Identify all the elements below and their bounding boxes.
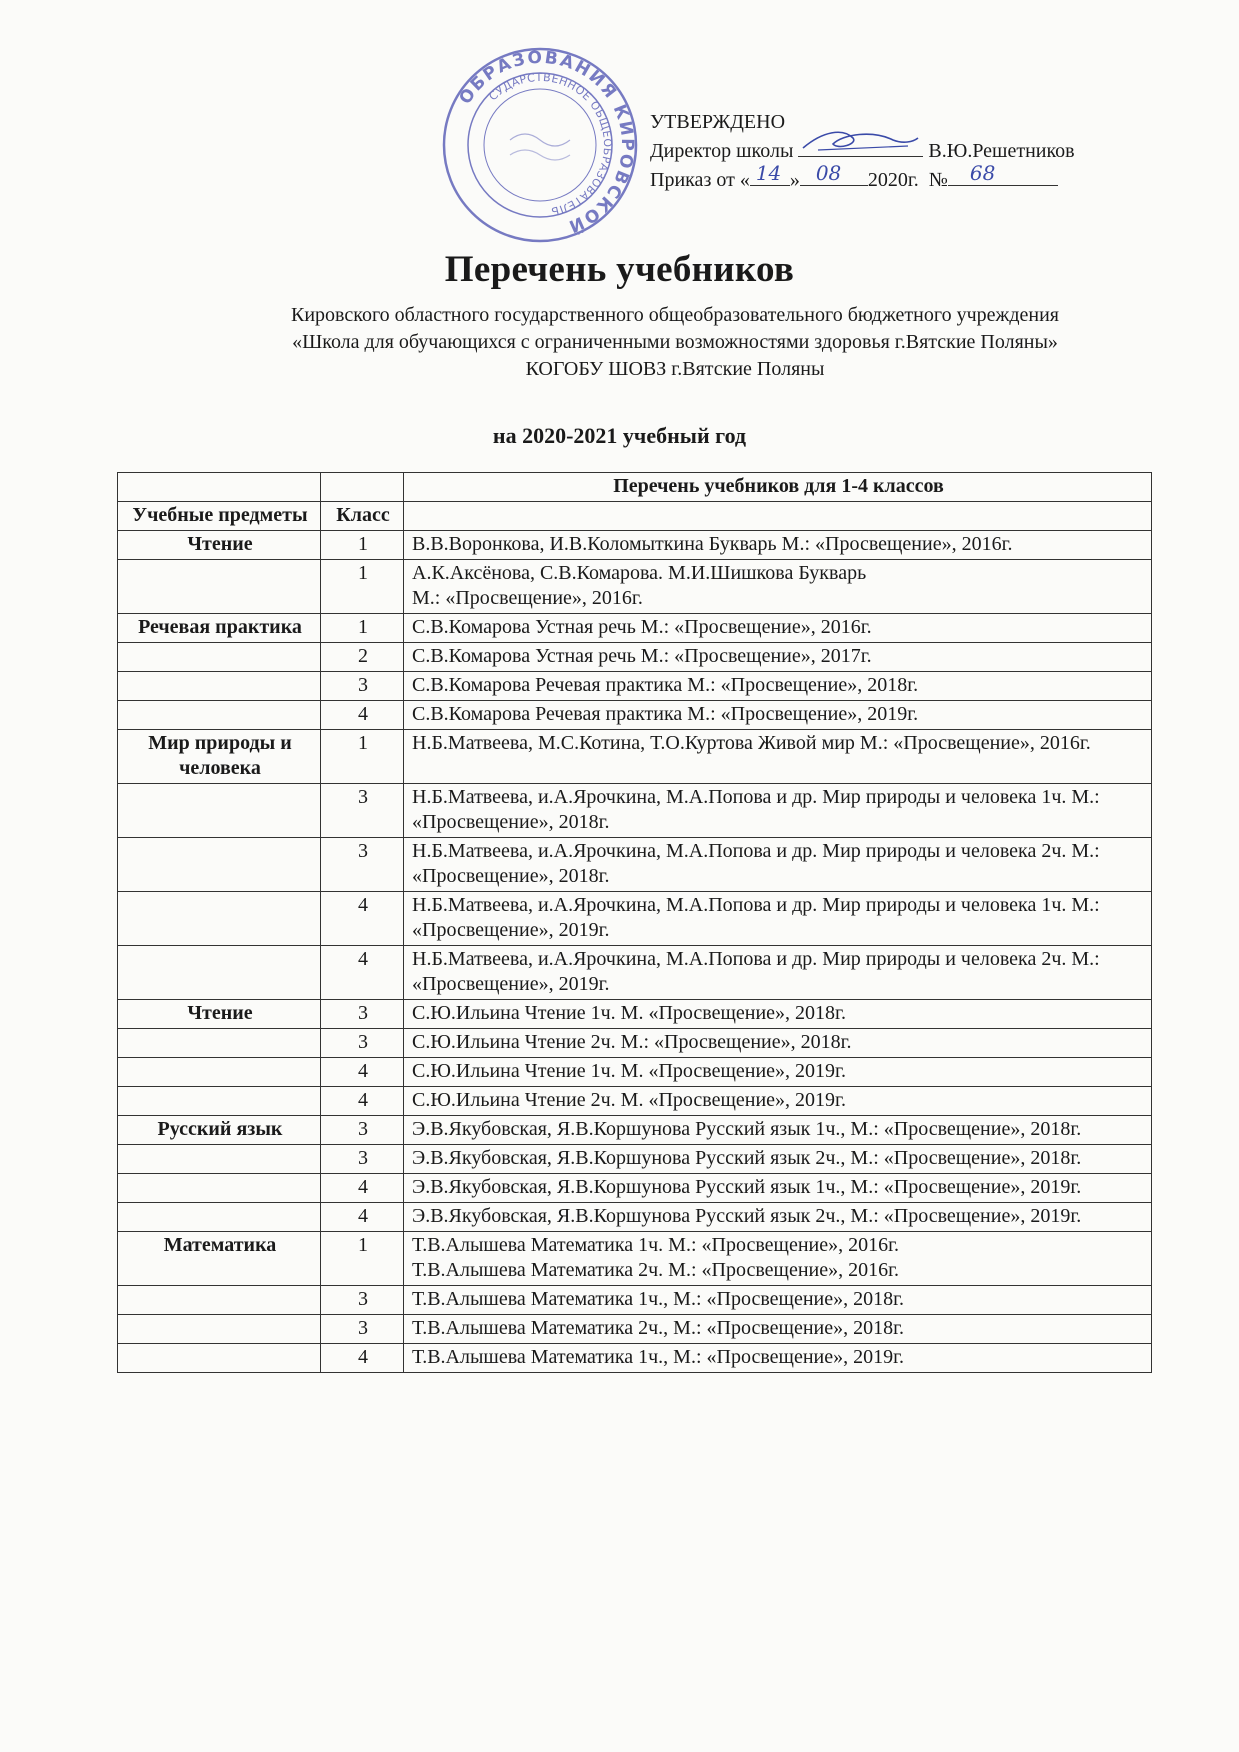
table-row bbox=[118, 1029, 1152, 1058]
subject-cell: Чтение bbox=[118, 1000, 321, 1029]
order-day: 14 bbox=[755, 161, 782, 185]
table-row bbox=[118, 784, 1152, 838]
grade-cell: 4 bbox=[321, 1203, 404, 1232]
subtitle-line-3: КОГОБУ ШОВЗ г.Вятские Поляны bbox=[525, 358, 825, 380]
book-cell: С.В.Комарова Речевая практика М.: «Просвещение», 2018г. bbox=[404, 672, 1152, 701]
academic-year: на 2020-2021 учебный год bbox=[492, 423, 747, 448]
book-cell: С.Ю.Ильина Чтение 2ч. М.: «Просвещение», 2018г. bbox=[404, 1029, 1152, 1058]
subject-cell: Мир природы и человека bbox=[118, 730, 321, 784]
subtitle-line-1: Кировского областного государственного общеобразовательного бюджетного учреждения bbox=[291, 304, 1059, 326]
table-row bbox=[118, 1058, 1152, 1087]
book-cell: Т.В.Алышева Математика 1ч. М.: «Просвещение», 2016г. Т.В.Алышева Математика 2ч. М.: «Просвещение», 2016г. bbox=[404, 1232, 1152, 1286]
grade-cell: 2 bbox=[321, 643, 404, 672]
approval-block bbox=[650, 108, 1210, 194]
table-row bbox=[118, 531, 1152, 560]
grade-cell: 4 bbox=[321, 1174, 404, 1203]
grade-cell: 1 bbox=[321, 560, 404, 614]
subject-cell: Русский язык bbox=[118, 1116, 321, 1145]
subject-cell bbox=[118, 560, 321, 614]
institution-name bbox=[180, 302, 1170, 383]
subject-cell bbox=[118, 784, 321, 838]
table-row bbox=[118, 614, 1152, 643]
grade-cell: 3 bbox=[321, 1286, 404, 1315]
page-title: Перечень учебников bbox=[444, 249, 795, 290]
order-month-line bbox=[800, 161, 868, 186]
table-row bbox=[118, 1087, 1152, 1116]
book-cell: Т.В.Алышева Математика 2ч., М.: «Просвещение», 2018г. bbox=[404, 1315, 1152, 1344]
table-row bbox=[118, 1286, 1152, 1315]
grade-cell: 3 bbox=[321, 838, 404, 892]
subject-cell bbox=[118, 1058, 321, 1087]
director-name: В.Ю.Решетников bbox=[928, 140, 1075, 162]
book-cell: А.К.Аксёнова, С.В.Комарова. М.И.Шишкова Букварь М.: «Просвещение», 2016г. bbox=[404, 560, 1152, 614]
textbook-table bbox=[117, 472, 1152, 1373]
order-no-label: № bbox=[928, 169, 948, 191]
table-row bbox=[118, 1232, 1152, 1286]
subject-cell bbox=[118, 643, 321, 672]
grade-cell: 4 bbox=[321, 892, 404, 946]
book-cell: С.Ю.Ильина Чтение 2ч. М. «Просвещение», 2019г. bbox=[404, 1087, 1152, 1116]
book-cell: С.Ю.Ильина Чтение 1ч. М. «Просвещение», 2018г. bbox=[404, 1000, 1152, 1029]
book-cell: Э.В.Якубовская, Я.В.Коршунова Русский язык 2ч., М.: «Просвещение», 2018г. bbox=[404, 1145, 1152, 1174]
col-book-header bbox=[404, 502, 1152, 531]
book-cell: С.Ю.Ильина Чтение 1ч. М. «Просвещение», 2019г. bbox=[404, 1058, 1152, 1087]
director-label: Директор школы bbox=[650, 140, 794, 162]
order-year: 2020г. bbox=[867, 169, 919, 191]
table-row bbox=[118, 560, 1152, 614]
table-row bbox=[118, 643, 1152, 672]
col-grade-header: Класс bbox=[321, 502, 404, 531]
subject-cell bbox=[118, 1087, 321, 1116]
table-header-row bbox=[118, 502, 1152, 531]
subject-cell: Математика bbox=[118, 1232, 321, 1286]
table-row bbox=[118, 1000, 1152, 1029]
grade-cell: 1 bbox=[321, 614, 404, 643]
book-cell: С.В.Комарова Устная речь М.: «Просвещение», 2017г. bbox=[404, 643, 1152, 672]
subject-cell bbox=[118, 838, 321, 892]
book-cell: Н.Б.Матвеева, и.А.Ярочкина, М.А.Попова и др. Мир природы и человека 1ч. М.: «Просвещение», 2018г. bbox=[404, 784, 1152, 838]
book-cell: Э.В.Якубовская, Я.В.Коршунова Русский язык 1ч., М.: «Просвещение», 2018г. bbox=[404, 1116, 1152, 1145]
order-mid: » bbox=[789, 169, 800, 191]
subject-cell bbox=[118, 892, 321, 946]
subtitle-line-2: «Школа для обучающихся с ограниченными возможностями здоровья г.Вятские Поляны» bbox=[292, 331, 1058, 353]
order-prefix: Приказ от « bbox=[650, 169, 750, 191]
order-month: 08 bbox=[815, 161, 842, 185]
grade-cell: 3 bbox=[321, 1116, 404, 1145]
table-row bbox=[118, 1344, 1152, 1373]
grade-cell: 1 bbox=[321, 531, 404, 560]
grade-cell: 4 bbox=[321, 1087, 404, 1116]
subject-cell bbox=[118, 946, 321, 1000]
grade-cell: 3 bbox=[321, 1145, 404, 1174]
grade-cell: 4 bbox=[321, 1344, 404, 1373]
grade-cell: 1 bbox=[321, 1232, 404, 1286]
book-cell: Т.В.Алышева Математика 1ч., М.: «Просвещение», 2018г. bbox=[404, 1286, 1152, 1315]
book-cell: Э.В.Якубовская, Я.В.Коршунова Русский язык 2ч., М.: «Просвещение», 2019г. bbox=[404, 1203, 1152, 1232]
subject-cell bbox=[118, 1344, 321, 1373]
order-day-line bbox=[750, 161, 790, 186]
signature-line bbox=[798, 136, 923, 157]
col-subject-header: Учебные предметы bbox=[118, 502, 321, 531]
subject-cell bbox=[118, 1145, 321, 1174]
table-row bbox=[118, 1145, 1152, 1174]
book-cell: Н.Б.Матвеева, и.А.Ярочкина, М.А.Попова и др. Мир природы и человека 1ч. М.: «Просвещение», 2019г. bbox=[404, 892, 1152, 946]
subject-cell bbox=[118, 1174, 321, 1203]
approval-title: УТВЕРЖДЕНО bbox=[650, 111, 786, 133]
table-row bbox=[118, 1315, 1152, 1344]
seal-inner-text: СУДАРСТВЕННОЕ ОБЩЕОБРАЗОВАТЕЛЬ bbox=[486, 70, 615, 219]
subject-cell bbox=[118, 1029, 321, 1058]
table-caption: Перечень учебников для 1-4 классов bbox=[404, 473, 1152, 502]
table-row bbox=[118, 892, 1152, 946]
book-cell: С.В.Комарова Устная речь М.: «Просвещение», 2016г. bbox=[404, 614, 1152, 643]
book-cell: Н.Б.Матвеева, и.А.Ярочкина, М.А.Попова и др. Мир природы и человека 2ч. М.: «Просвещение», 2018г. bbox=[404, 838, 1152, 892]
seal-outer-text: ОБРАЗОВАНИЯ КИРОВСКОЙ bbox=[455, 47, 638, 237]
grade-cell: 3 bbox=[321, 784, 404, 838]
table-row bbox=[118, 946, 1152, 1000]
table-row bbox=[118, 1203, 1152, 1232]
grade-cell: 3 bbox=[321, 1029, 404, 1058]
grade-cell: 3 bbox=[321, 1000, 404, 1029]
book-cell: Н.Б.Матвеева, и.А.Ярочкина, М.А.Попова и др. Мир природы и человека 2ч. М.: «Просвещение», 2019г. bbox=[404, 946, 1152, 1000]
table-row bbox=[118, 1116, 1152, 1145]
table-row bbox=[118, 701, 1152, 730]
book-cell: С.В.Комарова Речевая практика М.: «Просвещение», 2019г. bbox=[404, 701, 1152, 730]
svg-text:СУДАРСТВЕННОЕ ОБЩЕОБРАЗОВАТЕЛЬ bbox=[486, 71, 614, 218]
book-cell: В.В.Воронкова, И.В.Коломыткина Букварь М.: «Просвещение», 2016г. bbox=[404, 531, 1152, 560]
subject-cell: Чтение bbox=[118, 531, 321, 560]
subject-cell bbox=[118, 1286, 321, 1315]
subject-cell: Речевая практика bbox=[118, 614, 321, 643]
book-cell: Н.Б.Матвеева, М.С.Котина, Т.О.Куртова Живой мир М.: «Просвещение», 2016г. bbox=[404, 730, 1152, 784]
grade-cell: 4 bbox=[321, 1058, 404, 1087]
subject-cell bbox=[118, 1203, 321, 1232]
book-cell: Т.В.Алышева Математика 1ч., М.: «Просвещение», 2019г. bbox=[404, 1344, 1152, 1373]
order-no-line bbox=[948, 161, 1058, 186]
table-row bbox=[118, 730, 1152, 784]
subject-cell bbox=[118, 701, 321, 730]
table-caption-row bbox=[118, 473, 1152, 502]
grade-cell: 1 bbox=[321, 730, 404, 784]
book-cell: Э.В.Якубовская, Я.В.Коршунова Русский язык 1ч., М.: «Просвещение», 2019г. bbox=[404, 1174, 1152, 1203]
table-row bbox=[118, 1174, 1152, 1203]
school-seal bbox=[440, 45, 640, 245]
grade-cell: 3 bbox=[321, 672, 404, 701]
subject-cell bbox=[118, 672, 321, 701]
order-no: 68 bbox=[969, 161, 996, 185]
grade-cell: 4 bbox=[321, 946, 404, 1000]
grade-cell: 3 bbox=[321, 1315, 404, 1344]
table-row bbox=[118, 672, 1152, 701]
director-signature bbox=[798, 126, 923, 156]
grade-cell: 4 bbox=[321, 701, 404, 730]
subject-cell bbox=[118, 1315, 321, 1344]
table-row bbox=[118, 838, 1152, 892]
